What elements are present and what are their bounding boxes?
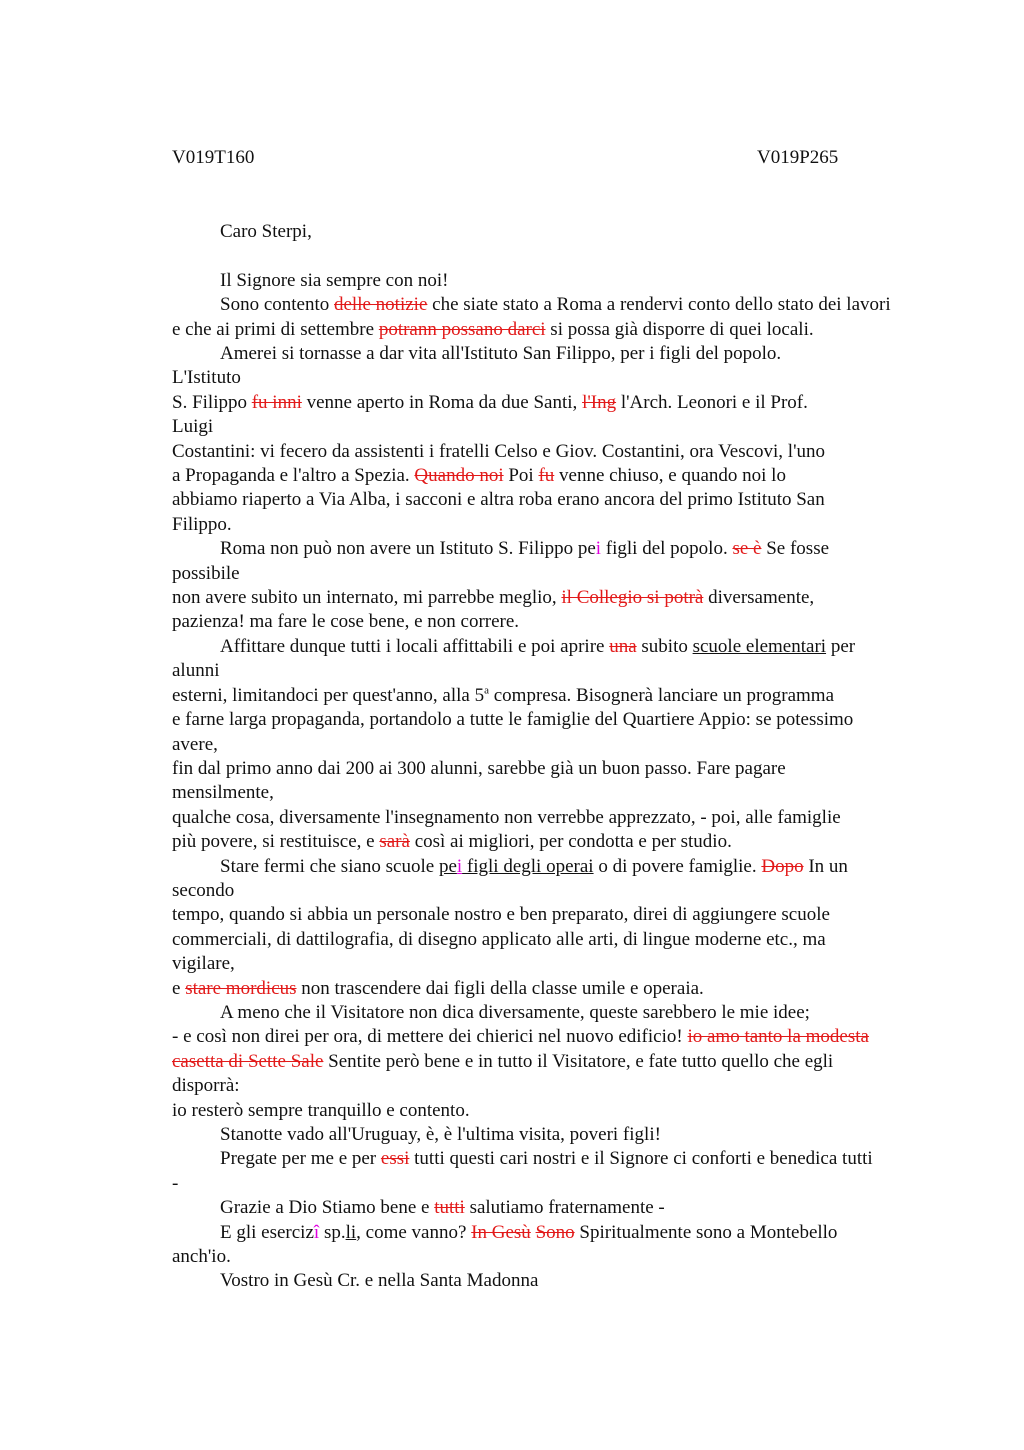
text-span: Stare fermi che siano scuole	[220, 855, 439, 877]
text-line	[172, 1074, 962, 1098]
text-span: In un	[803, 855, 848, 877]
highlighted-letter: i	[595, 538, 602, 560]
text-span: commerciali, di dattilografia, di disegno applicato alle arti, di lingue moderne etc., ma	[172, 928, 826, 950]
text-line	[172, 1050, 962, 1074]
text-line	[172, 733, 962, 757]
text-span: E gli esercizî	[220, 1221, 320, 1243]
text-line	[172, 269, 962, 293]
deleted-text: il Collegio si potrà	[561, 587, 704, 609]
text-span: e che ai primi di settembre	[172, 318, 379, 340]
underlined-text: figli degli operai	[462, 855, 594, 877]
text-line	[172, 1123, 962, 1147]
text-line	[172, 440, 962, 464]
text-span: S. Filippo	[172, 391, 252, 413]
underlined-text: scuole elementari	[692, 635, 827, 657]
deleted-text: Sono	[535, 1221, 575, 1243]
text-span: Stanotte vado all'Uruguay, è, è l'ultima visita, poveri figli!	[220, 1124, 661, 1146]
text-span: - e così non direi per ora, di mettere dei chierici nel nuovo edificio!	[172, 1026, 688, 1048]
text-line	[172, 659, 962, 683]
text-span: subito	[636, 635, 693, 657]
document-code-left: V019T160	[172, 147, 255, 168]
text-span: , come vanno?	[356, 1221, 472, 1243]
text-span: disporrà:	[172, 1075, 240, 1097]
text-span: l'Arch. Leonori e il Prof.	[616, 391, 808, 413]
highlighted-letter: î	[313, 1221, 320, 1243]
text-line	[172, 757, 962, 781]
text-line	[172, 1172, 962, 1196]
text-span: per	[826, 635, 856, 657]
text-line	[172, 928, 962, 952]
deleted-text: fu	[538, 465, 555, 487]
text-span: A meno che il Visitatore non dica diversamente, queste sarebbero le mie idee;	[220, 1001, 810, 1023]
text-line	[172, 1099, 962, 1123]
text-span: -	[172, 1172, 179, 1194]
text-span: tempo, quando si abbia un personale nostro e ben preparato, direi di aggiungere scuole	[172, 904, 830, 926]
text-span: venne chiuso, e quando noi lo	[554, 465, 786, 487]
text-line	[172, 1196, 962, 1220]
deleted-text: delle notizie	[334, 294, 428, 316]
text-line	[172, 366, 962, 390]
text-span: Caro Sterpi,	[220, 221, 312, 242]
text-span: anch'io.	[172, 1246, 231, 1268]
text-line	[172, 1269, 962, 1293]
text-span: L'Istituto	[172, 367, 241, 389]
text-line	[172, 977, 962, 1001]
text-span: fin dal primo anno dai 200 ai 300 alunni, sarebbe già un buon passo. Fare pagare	[172, 757, 786, 779]
text-span: vigilare,	[172, 953, 235, 975]
text-span: io resterò sempre tranquillo e contento.	[172, 1099, 470, 1121]
text-line	[172, 513, 962, 537]
text-span: tutti questi cari nostri e il Signore ci conforti e benedica tutti	[409, 1148, 873, 1170]
text-span: Vostro in Gesù Cr. e nella Santa Madonna	[220, 1270, 539, 1292]
text-span: si possa già disporre di quei locali.	[545, 318, 814, 340]
text-span: sp.	[319, 1221, 346, 1243]
text-span: che siate stato a Roma a rendervi conto dello stato dei lavori	[427, 294, 891, 316]
text-span: più povere, si restituisce, e	[172, 831, 380, 853]
text-line	[172, 391, 962, 415]
text-line	[172, 1221, 962, 1245]
deleted-text: se è	[732, 538, 762, 560]
text-span: mensilmente,	[172, 782, 274, 804]
text-span: esterni, limitandoci per quest'anno, alla 5	[172, 684, 485, 706]
underlined-text: li	[345, 1221, 357, 1243]
text-line	[172, 464, 962, 488]
text-line	[172, 586, 962, 610]
text-line	[172, 635, 962, 659]
deleted-text: io amo tanto la modesta	[687, 1026, 869, 1048]
deleted-text: casetta di Sette Sale	[172, 1050, 324, 1072]
text-span: Il Signore sia sempre con noi!	[220, 269, 449, 291]
text-line	[172, 1245, 962, 1269]
text-line	[172, 708, 962, 732]
text-span: Luigi	[172, 416, 214, 438]
text-line	[172, 342, 962, 366]
text-span: diversamente,	[703, 587, 815, 609]
text-span: Sentite però bene e in tutto il Visitatore, e fate tutto quello che egli	[323, 1050, 834, 1072]
deleted-text: stare mordicus	[185, 977, 297, 999]
text-line	[172, 1001, 962, 1025]
text-span: e farne larga propaganda, portandolo a tutte le famiglie del Quartiere Appio: se potessimo	[172, 709, 854, 731]
text-span: Poi	[503, 465, 539, 487]
deleted-text: essi	[380, 1148, 410, 1170]
text-span: Filippo.	[172, 513, 232, 535]
text-span: Roma non può non avere un Istituto S. Filippo pe	[220, 538, 596, 560]
deleted-text: sarà	[379, 831, 410, 853]
text-span: Costantini: vi fecero da assistenti i fratelli Celso e Giov. Costantini, ora Vescovi, l'uno	[172, 440, 826, 462]
underlined-text: pe	[438, 855, 457, 877]
text-span: Amerei si tornasse a dar vita all'Istituto San Filippo, per i figli del popolo.	[220, 343, 782, 365]
deleted-text: In Gesù	[471, 1221, 531, 1243]
text-line	[172, 952, 962, 976]
text-span: a Propaganda e l'altro a Spezia.	[172, 465, 415, 487]
text-span: non avere subito un internato, mi parrebbe meglio,	[172, 587, 562, 609]
deleted-text: potrann possano darci	[378, 318, 546, 340]
text-line	[172, 855, 962, 879]
text-line	[172, 1147, 962, 1171]
text-span: secondo	[172, 879, 235, 901]
text-line	[172, 293, 962, 317]
text-span: qualche cosa, diversamente l'insegnamento non verrebbe apprezzato, - poi, alle famiglie	[172, 806, 841, 828]
deleted-text: una	[609, 635, 637, 657]
text-span: Pregate per me e per	[220, 1148, 381, 1170]
text-span: pazienza! ma fare le cose bene, e non correre.	[172, 611, 520, 633]
text-span: Affittare dunque tutti i locali affittabili e poi aprire	[220, 635, 610, 657]
text-line	[172, 903, 962, 927]
text-span: compresa. Bisognerà lanciare un programma	[488, 684, 835, 706]
text-line	[172, 537, 962, 561]
deleted-text: Quando noi	[414, 465, 504, 487]
text-span: avere,	[172, 733, 218, 755]
text-line	[172, 1025, 962, 1049]
text-span: Spiritualmente sono a Montebello	[574, 1221, 838, 1243]
text-line	[172, 562, 962, 586]
text-span: Sono contento	[220, 294, 334, 316]
text-line	[172, 415, 962, 439]
text-span: così ai migliori, per condotta e per studio.	[409, 831, 732, 853]
highlighted-letter: i	[456, 855, 463, 877]
text-line	[172, 781, 962, 805]
text-span: e	[172, 977, 186, 999]
deleted-text: fu inni	[251, 391, 302, 413]
text-span: figli del popolo.	[601, 538, 733, 560]
text-span: abbiamo riaperto a Via Alba, i sacconi e altra roba erano ancora del primo Istituto San	[172, 489, 825, 511]
text-line	[172, 488, 962, 512]
letter-body	[172, 220, 962, 1294]
text-line	[172, 684, 962, 708]
text-span: Se fosse	[761, 538, 830, 560]
text-span: Grazie a Dio Stiamo bene e	[220, 1197, 435, 1219]
blank-line	[172, 244, 962, 268]
text-line	[172, 879, 962, 903]
text-line	[172, 610, 962, 634]
text-span: salutiamo fraternamente -	[464, 1197, 665, 1219]
deleted-text: tutti	[434, 1197, 465, 1219]
text-span: alunni	[172, 660, 220, 682]
text-span: venne aperto in Roma da due Santi,	[301, 391, 583, 413]
text-line	[172, 806, 962, 830]
text-line	[172, 318, 962, 342]
text-span: non trascendere dai figli della classe umile e operaia.	[296, 977, 704, 999]
deleted-text: l'Ing	[582, 391, 617, 413]
text-line	[172, 220, 962, 244]
superscript: a	[484, 684, 489, 697]
deleted-text: Dopo	[761, 855, 804, 877]
text-line	[172, 830, 962, 854]
text-span: o di povere famiglie.	[593, 855, 762, 877]
document-code-right: V019P265	[757, 147, 839, 168]
text-span: possibile	[172, 562, 240, 584]
